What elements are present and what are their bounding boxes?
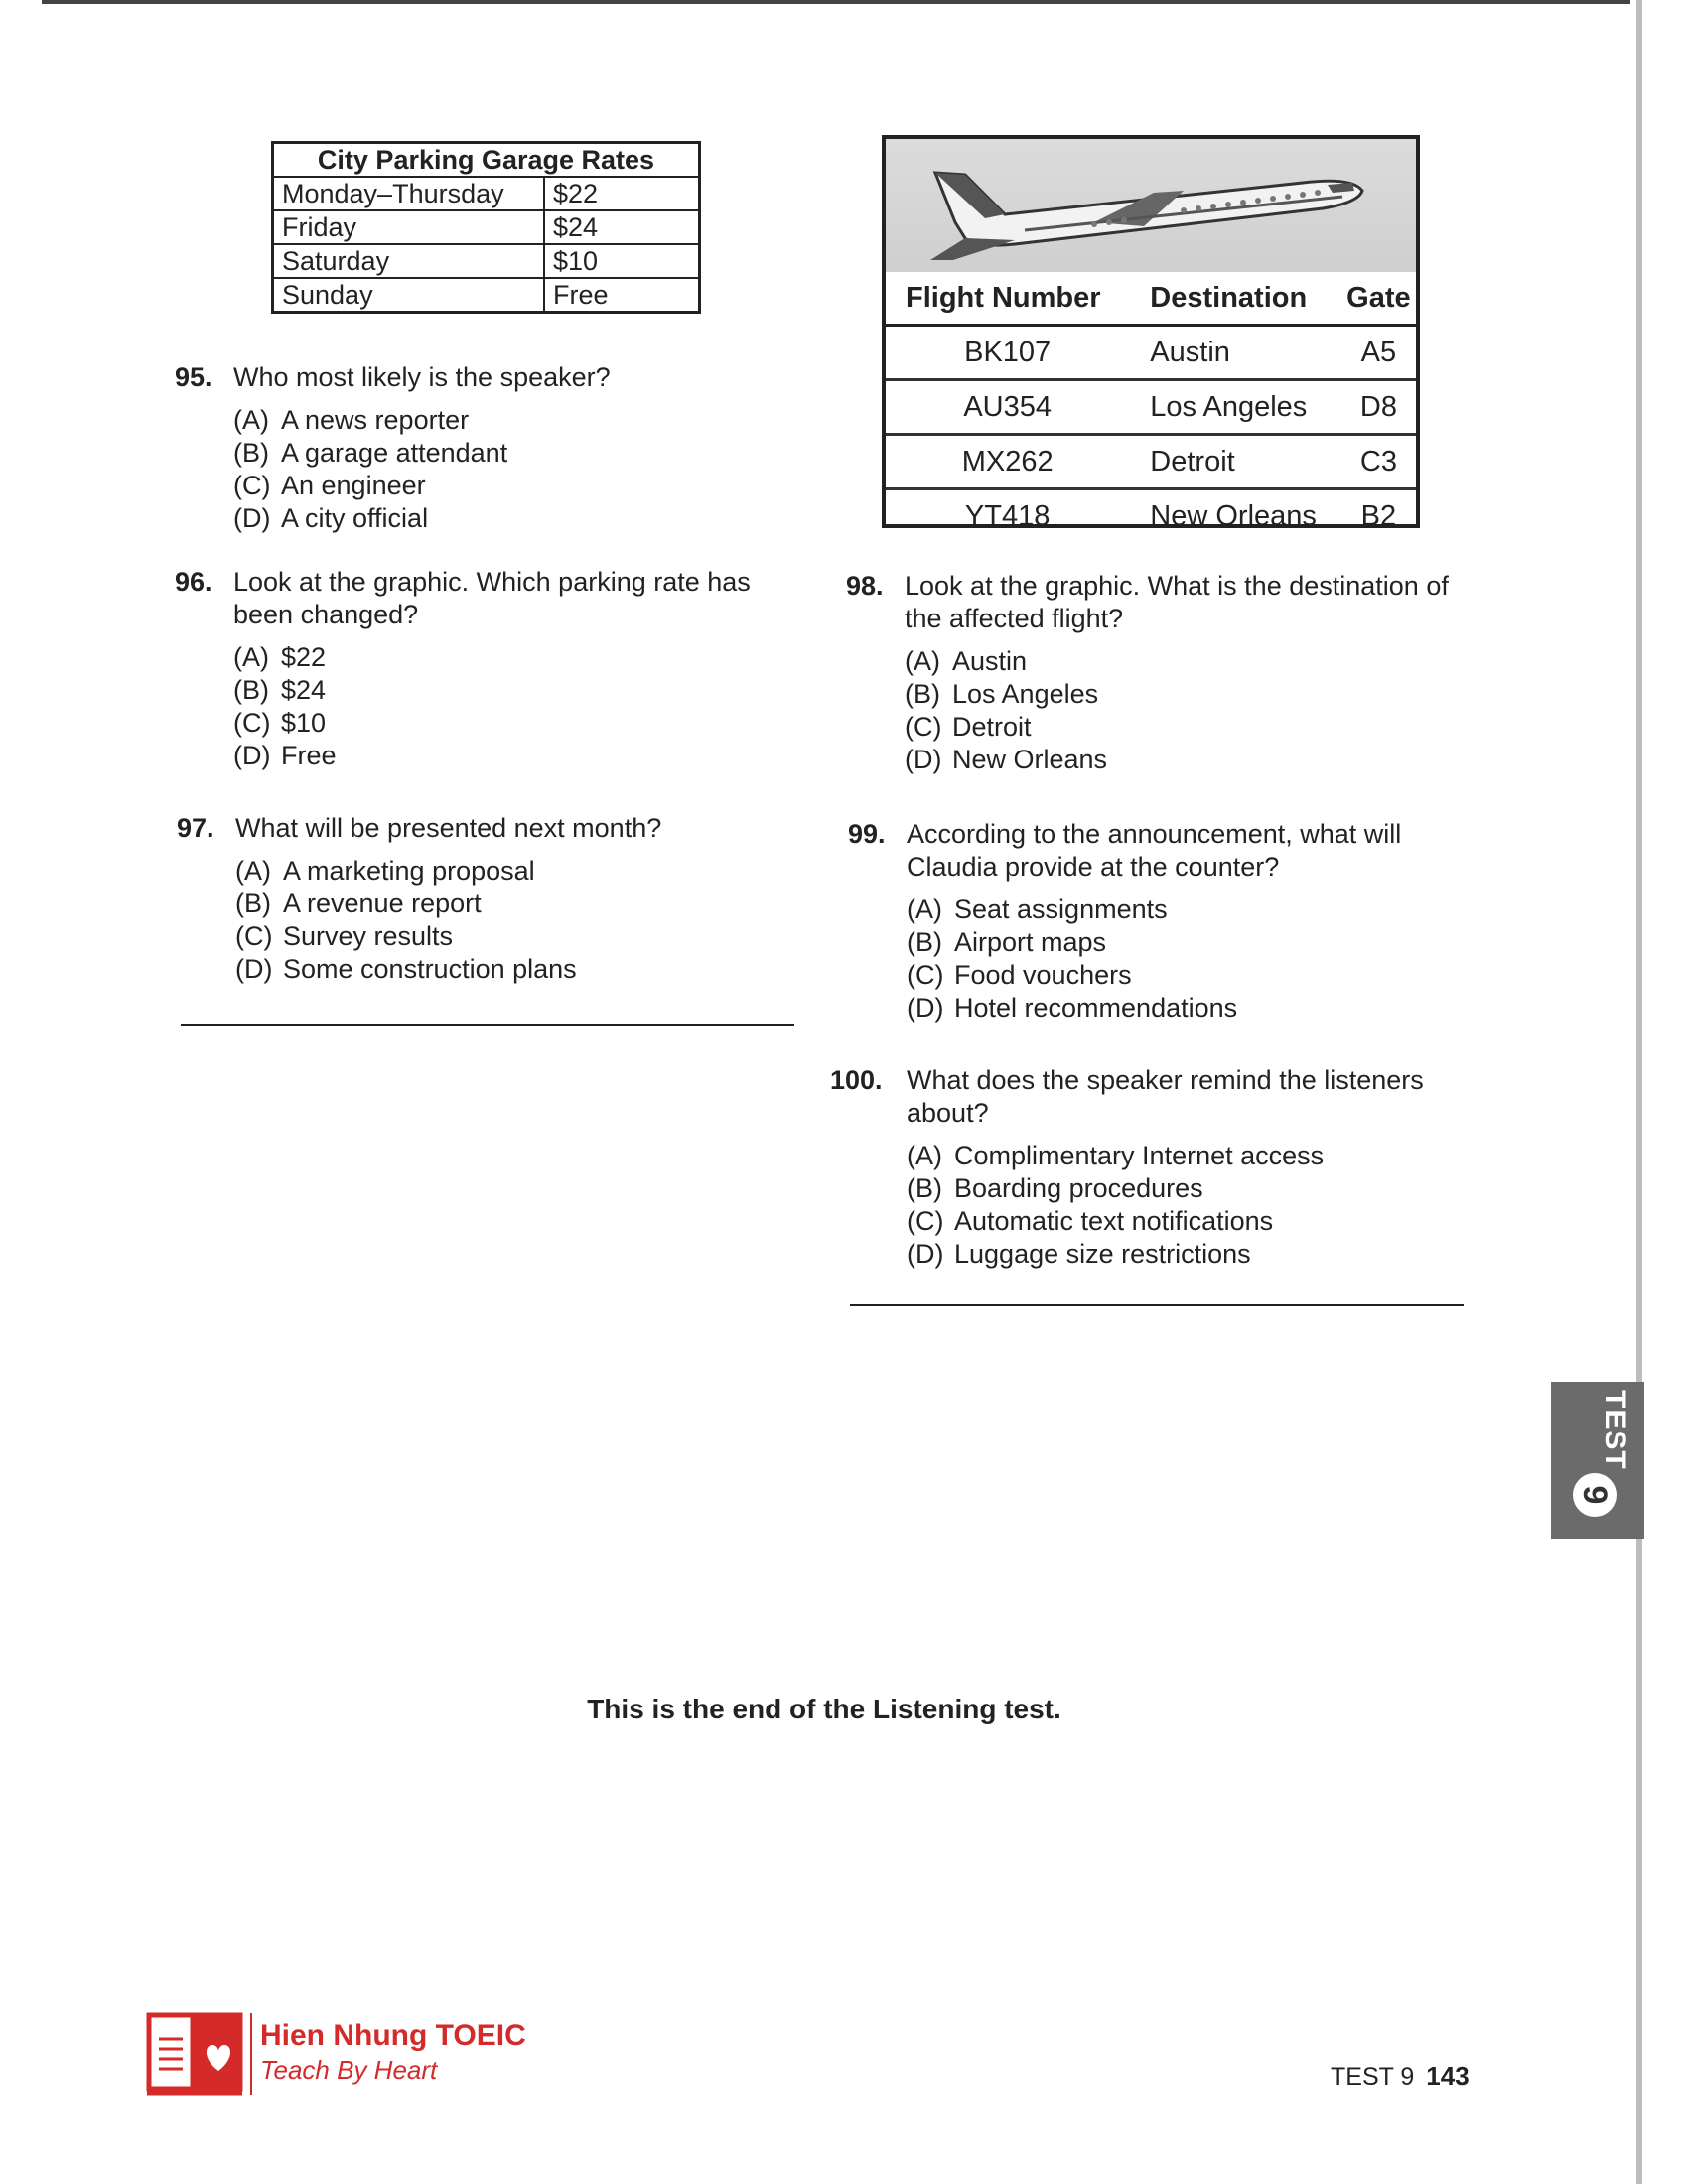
option-letter: (A) bbox=[235, 856, 271, 886]
parking-rate: $10 bbox=[544, 244, 700, 278]
answer-option[interactable] bbox=[235, 855, 792, 887]
side-tab-number: 9 bbox=[1573, 1473, 1617, 1517]
table-row bbox=[273, 210, 700, 244]
book-heart-icon bbox=[145, 2009, 244, 2099]
option-text: $10 bbox=[281, 708, 327, 738]
section-divider-right bbox=[850, 1304, 1464, 1306]
flight-board bbox=[882, 135, 1420, 532]
flight-number: BK107 bbox=[886, 326, 1130, 380]
answer-options bbox=[233, 641, 780, 772]
answer-option[interactable] bbox=[905, 678, 1462, 711]
option-text: Los Angeles bbox=[952, 679, 1099, 709]
question-stem: Look at the graphic. Which parking rate has been changed? bbox=[233, 567, 751, 629]
option-text: Some construction plans bbox=[283, 954, 577, 984]
option-letter: (D) bbox=[907, 993, 944, 1023]
option-text: Free bbox=[281, 741, 337, 770]
option-letter: (D) bbox=[907, 1239, 944, 1269]
parking-day: Monday–Thursday bbox=[273, 177, 545, 210]
parking-day: Friday bbox=[273, 210, 545, 244]
option-letter: (C) bbox=[907, 960, 944, 990]
question-stem: According to the announcement, what will Claudia provide at the counter? bbox=[907, 819, 1402, 882]
parking-day: Saturday bbox=[273, 244, 545, 278]
flight-gate: B2 bbox=[1360, 499, 1397, 532]
question-number: 98. bbox=[846, 571, 884, 601]
answer-option[interactable] bbox=[907, 926, 1464, 959]
section-divider-left bbox=[181, 1024, 794, 1026]
flight-number: AU354 bbox=[886, 380, 1130, 435]
option-text: Detroit bbox=[952, 712, 1032, 742]
option-text: Complimentary Internet access bbox=[954, 1141, 1325, 1170]
option-text: A garage attendant bbox=[281, 438, 508, 468]
answer-option[interactable] bbox=[907, 1238, 1466, 1271]
publisher-name: Hien Nhung TOEIC bbox=[260, 2019, 526, 2052]
answer-options bbox=[907, 893, 1464, 1024]
option-letter: (A) bbox=[905, 646, 940, 676]
parking-rate: $24 bbox=[544, 210, 700, 244]
option-text: An engineer bbox=[281, 471, 426, 500]
flight-number: MX262 bbox=[886, 435, 1130, 489]
option-letter: (D) bbox=[905, 745, 942, 774]
option-letter: (B) bbox=[907, 1173, 942, 1203]
answer-options bbox=[907, 1140, 1466, 1271]
answer-option[interactable] bbox=[905, 711, 1462, 744]
flight-table bbox=[886, 272, 1416, 542]
question-stem: Who most likely is the speaker? bbox=[233, 362, 611, 392]
option-letter: (B) bbox=[233, 438, 269, 468]
question-97 bbox=[177, 812, 792, 986]
option-text: Seat assignments bbox=[954, 894, 1168, 924]
answer-option[interactable] bbox=[905, 645, 1462, 678]
option-letter: (C) bbox=[905, 712, 942, 742]
answer-option[interactable] bbox=[235, 920, 792, 953]
question-stem: What does the speaker remind the listeners about? bbox=[907, 1065, 1424, 1128]
flight-destination: New Orleans bbox=[1150, 499, 1317, 532]
top-rule bbox=[42, 0, 1630, 4]
answer-options bbox=[233, 404, 790, 535]
parking-table-title: City Parking Garage Rates bbox=[273, 143, 700, 178]
option-letter: (C) bbox=[233, 471, 271, 500]
table-row bbox=[273, 177, 700, 210]
table-row bbox=[886, 489, 1416, 543]
table-row bbox=[273, 244, 700, 278]
option-text: A city official bbox=[281, 503, 429, 533]
answer-option[interactable] bbox=[233, 641, 780, 674]
option-text: $22 bbox=[281, 642, 327, 672]
question-100 bbox=[830, 1064, 1466, 1271]
question-stem: What will be presented next month? bbox=[235, 813, 662, 843]
option-letter: (A) bbox=[907, 894, 942, 924]
page-footer bbox=[1331, 2061, 1470, 2092]
side-tab-label: TEST bbox=[1599, 1390, 1631, 1470]
option-letter: (B) bbox=[233, 675, 269, 705]
parking-day: Sunday bbox=[273, 278, 545, 313]
table-row bbox=[886, 380, 1416, 435]
option-text: Automatic text notifications bbox=[954, 1206, 1274, 1236]
test-side-tab bbox=[1551, 1382, 1644, 1539]
option-text: A news reporter bbox=[281, 405, 470, 435]
question-96 bbox=[175, 566, 780, 772]
answer-option[interactable] bbox=[235, 887, 792, 920]
question-number: 100. bbox=[830, 1065, 883, 1095]
question-99 bbox=[848, 818, 1464, 1024]
flight-table-header bbox=[886, 272, 1416, 326]
option-letter: (B) bbox=[905, 679, 940, 709]
answer-option[interactable] bbox=[905, 744, 1462, 776]
option-letter: (D) bbox=[233, 503, 271, 533]
option-letter: (A) bbox=[233, 642, 269, 672]
parking-rates-table bbox=[271, 141, 701, 314]
flight-destination: Los Angeles bbox=[1130, 380, 1342, 435]
question-number: 95. bbox=[175, 362, 212, 392]
airplane-icon bbox=[925, 153, 1382, 262]
flight-destination: Detroit bbox=[1130, 435, 1342, 489]
answer-option[interactable] bbox=[233, 674, 780, 707]
question-95 bbox=[175, 361, 790, 535]
parking-rate: $22 bbox=[544, 177, 700, 210]
answer-option[interactable] bbox=[233, 502, 790, 535]
option-letter: (B) bbox=[235, 888, 271, 918]
table-row bbox=[273, 278, 700, 313]
option-text: New Orleans bbox=[952, 745, 1108, 774]
answer-option[interactable] bbox=[233, 470, 790, 502]
option-letter: (D) bbox=[235, 954, 273, 984]
option-letter: (D) bbox=[233, 741, 271, 770]
flight-gate: C3 bbox=[1342, 435, 1416, 489]
answer-option[interactable] bbox=[907, 893, 1464, 926]
option-text: Austin bbox=[952, 646, 1028, 676]
table-row bbox=[886, 435, 1416, 489]
end-of-listening-note: This is the end of the Listening test. bbox=[587, 1694, 1061, 1724]
option-text: Hotel recommendations bbox=[954, 993, 1238, 1023]
option-text: $24 bbox=[281, 675, 327, 705]
answer-option[interactable] bbox=[907, 992, 1464, 1024]
answer-option[interactable] bbox=[233, 404, 790, 437]
question-number: 99. bbox=[848, 819, 886, 849]
option-text: Boarding procedures bbox=[954, 1173, 1203, 1203]
parking-rate: Free bbox=[544, 278, 700, 313]
option-text: A marketing proposal bbox=[283, 856, 535, 886]
option-letter: (C) bbox=[235, 921, 273, 951]
option-text: Luggage size restrictions bbox=[954, 1239, 1251, 1269]
answer-option[interactable] bbox=[907, 1205, 1466, 1238]
column-header: Gate bbox=[1342, 272, 1416, 326]
option-letter: (B) bbox=[907, 927, 942, 957]
flight-gate: D8 bbox=[1342, 380, 1416, 435]
column-header: Flight Number bbox=[886, 272, 1130, 326]
answer-option[interactable] bbox=[233, 437, 790, 470]
question-98 bbox=[846, 570, 1462, 776]
option-text: Food vouchers bbox=[954, 960, 1132, 990]
question-number: 96. bbox=[175, 567, 212, 597]
answer-option[interactable] bbox=[907, 959, 1464, 992]
publisher-tagline: Teach By Heart bbox=[260, 2055, 438, 2085]
flight-number: YT418 bbox=[964, 499, 1051, 532]
option-letter: (A) bbox=[233, 405, 269, 435]
answer-option[interactable] bbox=[907, 1140, 1466, 1172]
answer-option[interactable] bbox=[233, 707, 780, 740]
question-stem: Look at the graphic. What is the destination of the affected flight? bbox=[905, 571, 1449, 633]
footer-test-label: TEST 9 bbox=[1331, 2063, 1415, 2091]
question-number: 97. bbox=[177, 813, 214, 843]
option-letter: (C) bbox=[907, 1206, 944, 1236]
page-number: 143 bbox=[1426, 2061, 1470, 2091]
flight-destination: Austin bbox=[1130, 326, 1342, 380]
answer-option[interactable] bbox=[233, 740, 780, 772]
flight-gate: A5 bbox=[1342, 326, 1416, 380]
page-edge-shadow bbox=[1636, 0, 1642, 2184]
answer-options bbox=[235, 855, 792, 986]
option-text: A revenue report bbox=[283, 888, 482, 918]
option-text: Survey results bbox=[283, 921, 454, 951]
logo-divider bbox=[250, 2013, 252, 2095]
answer-option[interactable] bbox=[907, 1172, 1466, 1205]
column-header: Destination bbox=[1130, 272, 1342, 326]
option-text: Airport maps bbox=[954, 927, 1107, 957]
option-letter: (C) bbox=[233, 708, 271, 738]
option-letter: (A) bbox=[907, 1141, 942, 1170]
answer-options bbox=[905, 645, 1462, 776]
answer-option[interactable] bbox=[235, 953, 792, 986]
table-row bbox=[886, 326, 1416, 380]
